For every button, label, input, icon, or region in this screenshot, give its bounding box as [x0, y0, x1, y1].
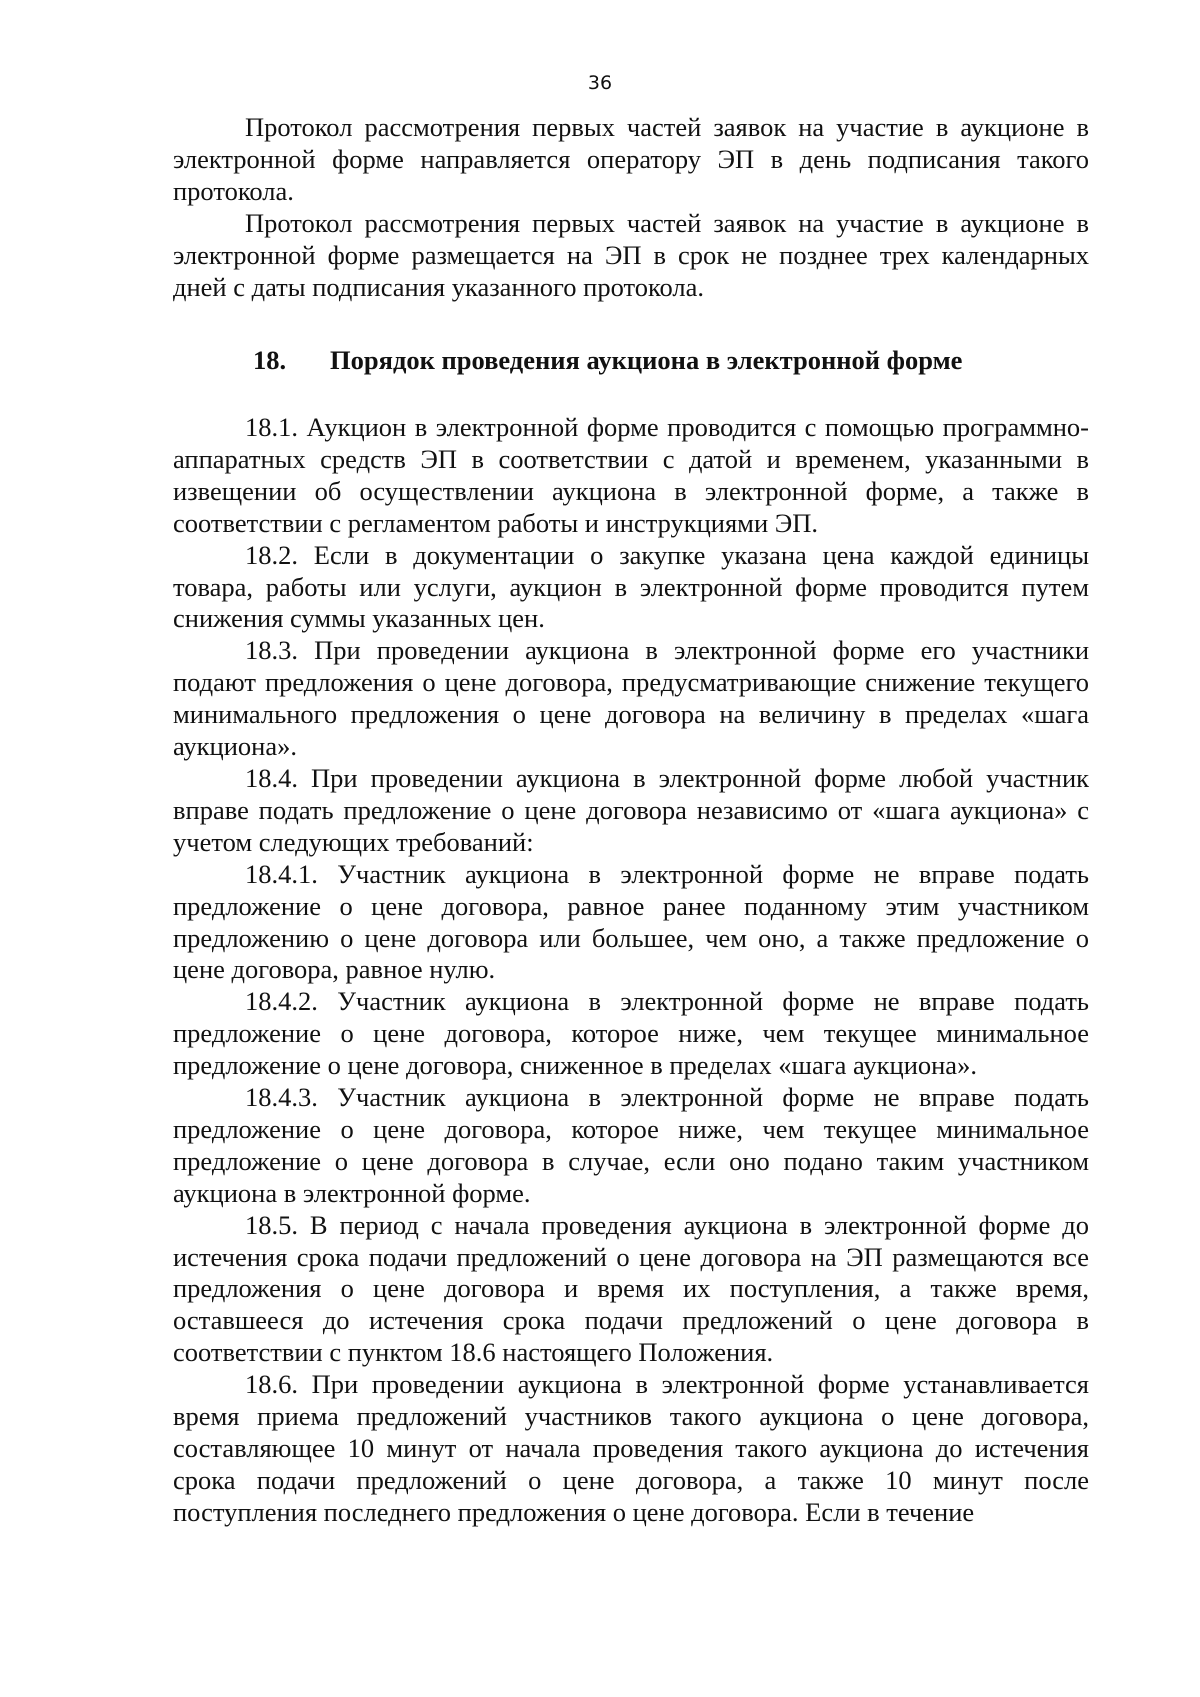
- section-text: [173, 412, 1089, 1529]
- section-number: 18.: [253, 345, 287, 375]
- paragraph-18-3: 18.3. При проведении аукциона в электронной форме его участники подают предложения о цене договора, предусматривающие снижение текущего минимального предложения о цене договора на величину в пределах «шага аукциона».: [173, 635, 1089, 762]
- intro-text: [173, 112, 1089, 303]
- paragraph: Протокол рассмотрения первых частей заявок на участие в аукционе в электронной форме направляется оператору ЭП в день подписания такого протокола.: [173, 112, 1089, 206]
- paragraph-18-4: 18.4. При проведении аукциона в электронной форме любой участник вправе подать предложение о цене договора независимо от «шага аукциона» с учетом следующих требований:: [173, 762, 1089, 857]
- section-heading: [253, 344, 1073, 376]
- paragraph-18-2: 18.2. Если в документации о закупке указана цена каждой единицы товара, работы или услуги, аукцион в электронной форме проводится путем снижения суммы указанных цен.: [173, 539, 1089, 634]
- paragraph-18-1: 18.1. Аукцион в электронной форме проводится с помощью программно-аппаратных средств ЭП в соответствии с датой и временем, указанными в извещении об осуществлении аукциона в электронной форме, а также в соответствии с регламентом работы и инструкциями ЭП.: [173, 412, 1089, 538]
- paragraph: Протокол рассмотрения первых частей заявок на участие в аукционе в электронной форме размещается на ЭП в срок не позднее трех календарных дней с даты подписания указанного протокола.: [173, 207, 1089, 302]
- paragraph-18-4-3: 18.4.3. Участник аукциона в электронной форме не вправе подать предложение о цене договора, которое ниже, чем текущее минимальное предложение о цене договора в случае, если оно подано таким участником аукциона в электронной форме.: [173, 1082, 1089, 1208]
- paragraph-18-5: 18.5. В период с начала проведения аукциона в электронной форме до истечения срока подачи предложений о цене договора на ЭП размещаются все предложения о цене договора и время их поступления, а также время, оставшееся до истечения срока подачи предложений о цене договора в соответствии с пунктом 18.6 настоящего Положения.: [173, 1209, 1089, 1368]
- paragraph-18-4-1: 18.4.1. Участник аукциона в электронной форме не вправе подать предложение о цене договора, равное ранее поданному этим участником предложению о цене договора или большее, чем оно, а также предложение о цене договора, равное нулю.: [173, 858, 1089, 985]
- section-title: Порядок проведения аукциона в электронной форме: [330, 345, 963, 375]
- page-number: 36: [587, 72, 613, 94]
- paragraph-18-4-2: 18.4.2. Участник аукциона в электронной форме не вправе подать предложение о цене договора, которое ниже, чем текущее минимальное предложение о цене договора, сниженное в пределах «шага аукциона».: [173, 986, 1089, 1081]
- paragraph-18-6: 18.6. При проведении аукциона в электронной форме устанавливается время приема предложений участников такого аукциона о цене договора, составляющее 10 минут от начала проведения такого аукциона до истечения срока подачи предложений о цене договора, а также 10 минут после поступления последнего предложения о цене договора. Если в течение: [173, 1369, 1089, 1527]
